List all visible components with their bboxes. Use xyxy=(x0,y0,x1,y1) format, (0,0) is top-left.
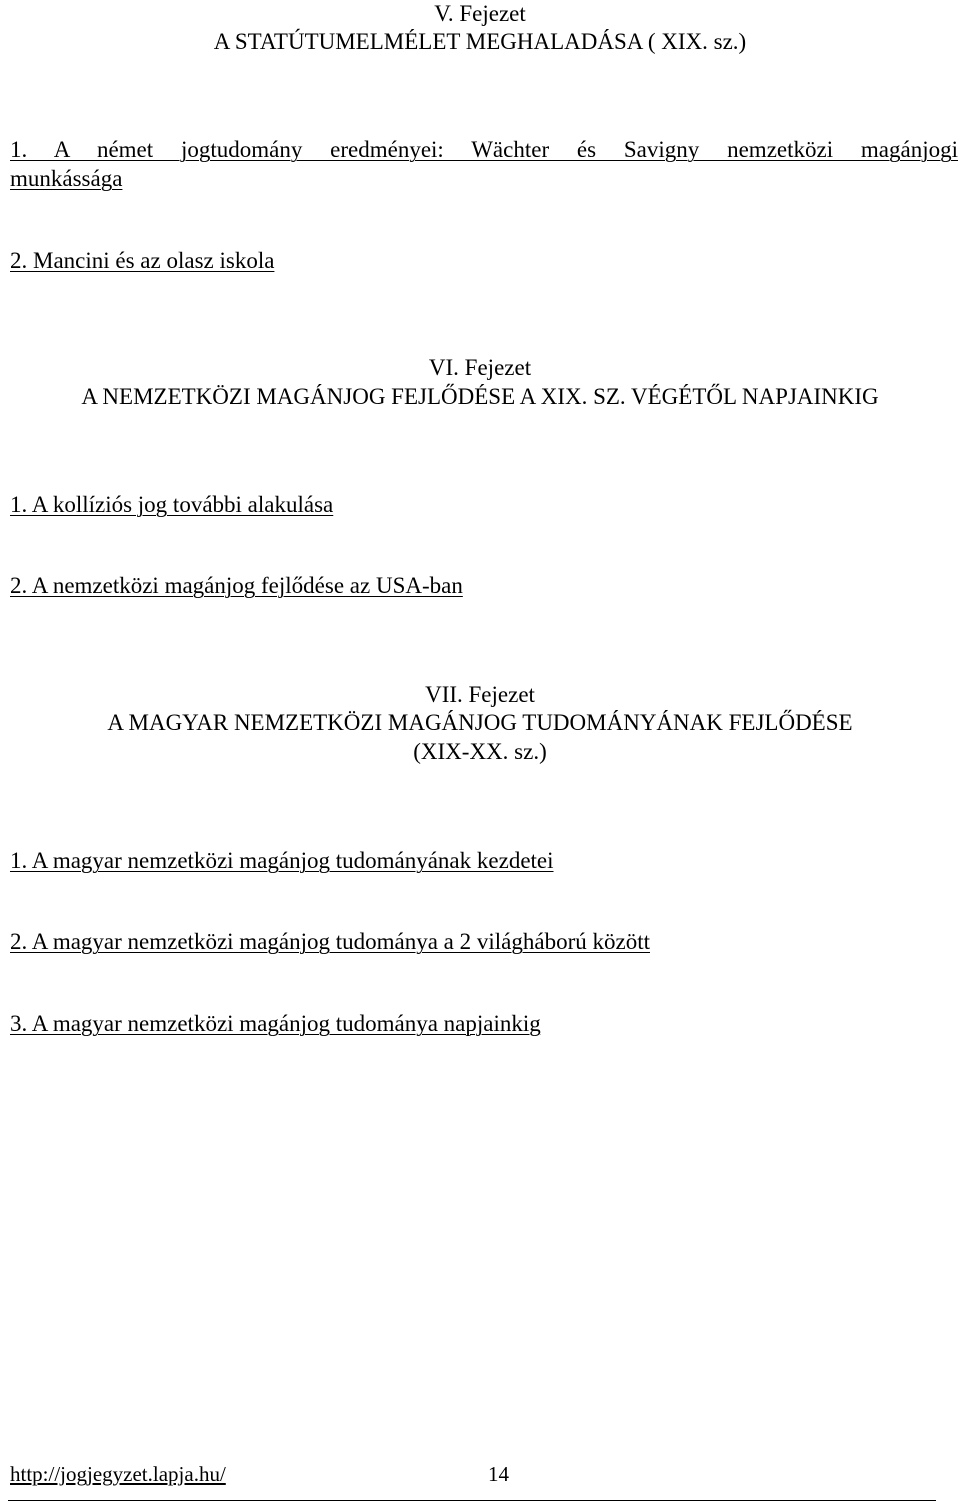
footer-link[interactable]: http://jogjegyzet.lapja.hu/ xyxy=(10,1462,226,1486)
chapter-7-item-1: 1. A magyar nemzetközi magánjog tudományának kezdetei xyxy=(10,848,554,873)
footer-rule xyxy=(8,1500,936,1501)
chapter-6-item-1: 1. A kollíziós jog további alakulása xyxy=(10,492,334,517)
chapter-6-title: A NEMZETKÖZI MAGÁNJOG FEJLŐDÉSE A XIX. SZ. VÉGÉTŐL NAPJAINKIG xyxy=(81,384,879,409)
chapter-7-label: VII. Fejezet xyxy=(425,682,535,707)
page-number: 14 xyxy=(488,1462,509,1486)
chapter-7-item-2: 2. A magyar nemzetközi magánjog tudománya a 2 világháború között xyxy=(10,929,650,954)
chapter-5-title: A STATÚTUMELMÉLET MEGHALADÁSA ( XIX. sz.) xyxy=(213,29,747,54)
chapter-5-item-2: 2. Mancini és az olasz iskola xyxy=(10,248,275,273)
chapter-7-title: A MAGYAR NEMZETKÖZI MAGÁNJOG TUDOMÁNYÁNAK FEJLŐDÉSE xyxy=(107,710,853,735)
chapter-6-label: VI. Fejezet xyxy=(428,355,532,380)
chapter-5-label: V. Fejezet xyxy=(434,1,526,26)
chapter-6-item-2: 2. A nemzetközi magánjog fejlődése az USA-ban xyxy=(10,573,463,598)
chapter-5-item-1: 1. A német jogtudomány eredményei: Wächter és Savigny nemzetközi magánjogi xyxy=(10,137,958,162)
chapter-7-title-period: (XIX-XX. sz.) xyxy=(413,739,547,764)
chapter-7-item-3: 3. A magyar nemzetközi magánjog tudománya napjainkig xyxy=(10,1011,541,1036)
chapter-5-item-1-continued: munkássága xyxy=(10,166,123,191)
